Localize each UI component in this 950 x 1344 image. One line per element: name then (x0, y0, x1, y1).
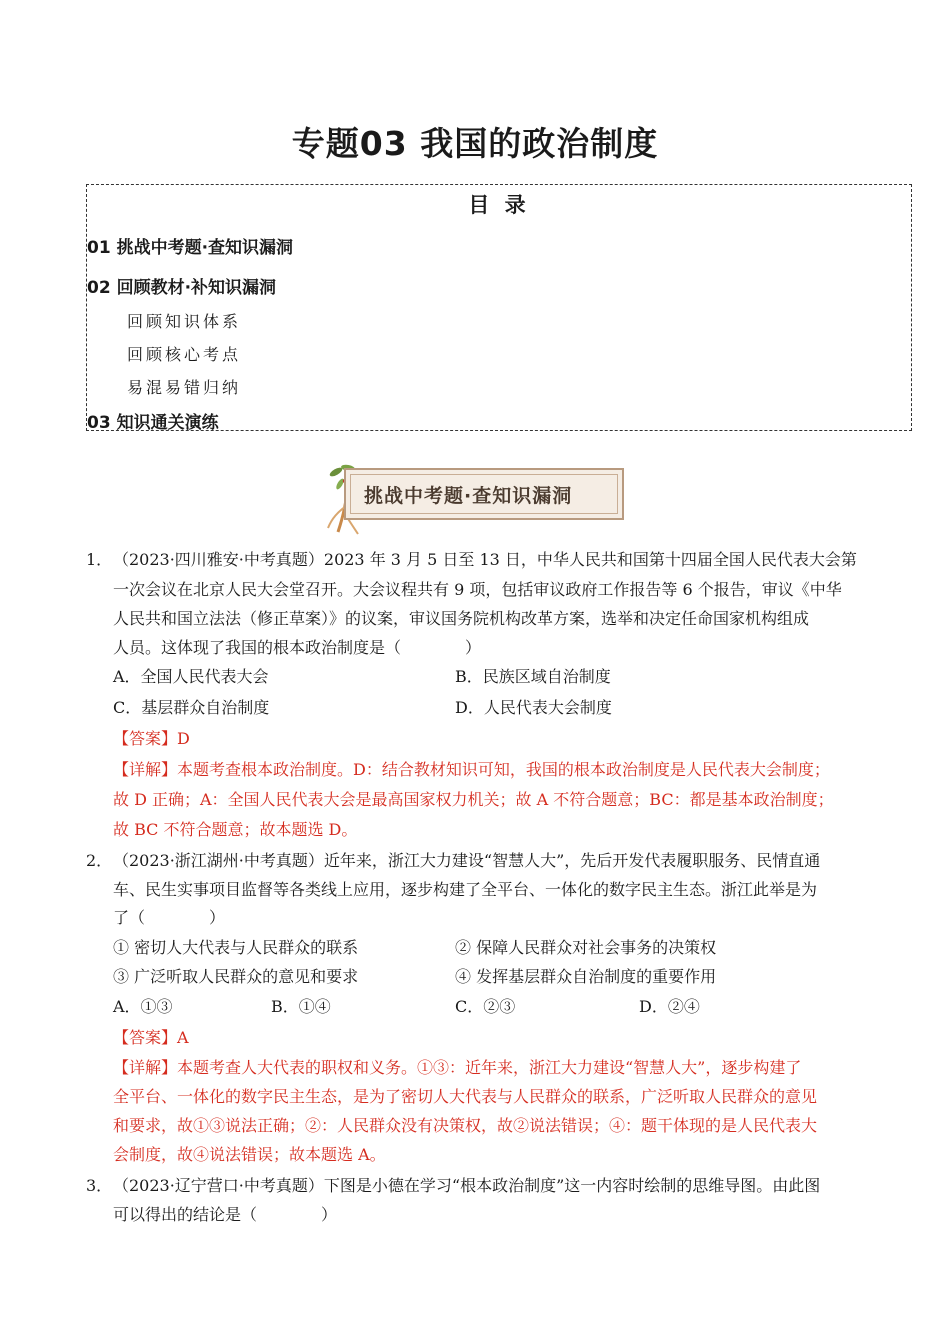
toc-item-03[interactable]: 03 知识通关演练 (87, 413, 219, 433)
question-text-line: 一次会议在北京人民大会堂召开。大会议程共有 9 项，包括审议政府工作报告等 6 个报告，审议《中华 (113, 580, 842, 599)
option-b[interactable]: B．①④ (271, 997, 331, 1016)
toc-subitem[interactable]: 回顾核心考点 (127, 345, 242, 364)
question-number: 2． (86, 851, 113, 870)
statement: ③ 广泛听取人民群众的意见和要求 (113, 967, 359, 986)
banner-title: 挑战中考题·查知识漏洞 (364, 485, 573, 507)
toc-subitem[interactable]: 回顾知识体系 (127, 312, 242, 331)
option-b[interactable]: B．民族区域自治制度 (455, 667, 611, 686)
answer: 【答案】D (113, 729, 190, 748)
answer: 【答案】A (113, 1028, 189, 1047)
toc-heading: 目 录 (468, 193, 530, 217)
toc-subitem[interactable]: 易混易错归纳 (127, 378, 242, 397)
option-c[interactable]: C．基层群众自治制度 (113, 698, 270, 717)
question-text-line: 人员。这体现了我国的根本政治制度是（ ） (113, 638, 482, 657)
question-text-line: （2023·辽宁营口·中考真题）下图是小德在学习“根本政治制度”这一内容时绘制的思维导图。由此图 (113, 1176, 821, 1195)
question-text-line: 了（ ） (113, 908, 226, 927)
explanation-line: 和要求，故①③说法正确；②：人民群众没有决策权，故②说法错误；④：题干体现的是人民代表大 (113, 1116, 818, 1135)
toc-item-02[interactable]: 02 回顾教材·补知识漏洞 (87, 278, 277, 298)
option-d[interactable]: D．②④ (639, 997, 700, 1016)
explanation-line: 会制度，故④说法错误；故本题选 A。 (113, 1145, 386, 1164)
option-c[interactable]: C．②③ (455, 997, 516, 1016)
question-number: 1． (86, 550, 113, 569)
explanation-line: 故 BC 不符合题意；故本题选 D。 (113, 820, 358, 839)
question-text-line: 人民共和国立法法（修正草案）》的议案，审议国务院机构改革方案，选举和决定任命国家机构组成 (113, 609, 810, 628)
question-text-line: 可以得出的结论是（ ） (113, 1205, 338, 1224)
explanation-line: 【详解】本题考查根本政治制度。D：结合教材知识可知，我国的根本政治制度是人民代表大会制度； (113, 760, 830, 779)
statement: ④ 发挥基层群众自治制度的重要作用 (455, 967, 717, 986)
question-text-line: 车、民生实事项目监督等各类线上应用，逐步构建了全平台、一体化的数字民主生态。浙江此举是为 (113, 880, 818, 899)
page-title: 专题03 我国的政治制度 (291, 124, 659, 163)
question-number: 3． (86, 1176, 113, 1195)
explanation-line: 【详解】本题考查人大代表的职权和义务。①③：近年来，浙江大力建设“智慧人大”，逐步构建了 (113, 1058, 802, 1077)
section-banner (318, 462, 628, 538)
option-a[interactable]: A．全国人民代表大会 (113, 667, 269, 686)
explanation-line: 故 D 正确；A：全国人民代表大会是最高国家权力机关；故 A 不符合题意；BC：都是基本政治制度； (113, 790, 834, 809)
statement: ① 密切人大代表与人民群众的联系 (113, 938, 359, 957)
toc-item-01[interactable]: 01 挑战中考题·查知识漏洞 (87, 238, 294, 258)
question-text-line: （2023·浙江湖州·中考真题）近年来，浙江大力建设“智慧人大”，先后开发代表履职服务、民情直通 (113, 851, 821, 870)
option-d[interactable]: D．人民代表大会制度 (455, 698, 612, 717)
statement: ② 保障人民群众对社会事务的决策权 (455, 938, 717, 957)
table-of-contents (86, 184, 912, 431)
option-a[interactable]: A．①③ (113, 997, 173, 1016)
question-text-line: （2023·四川雅安·中考真题）2023 年 3 月 5 日至 13 日，中华人民共和国第十四届全国人民代表大会第 (113, 550, 857, 569)
explanation-line: 全平台、一体化的数字民主生态，是为了密切人大代表与人民群众的联系，广泛听取人民群众的意见 (113, 1087, 818, 1106)
